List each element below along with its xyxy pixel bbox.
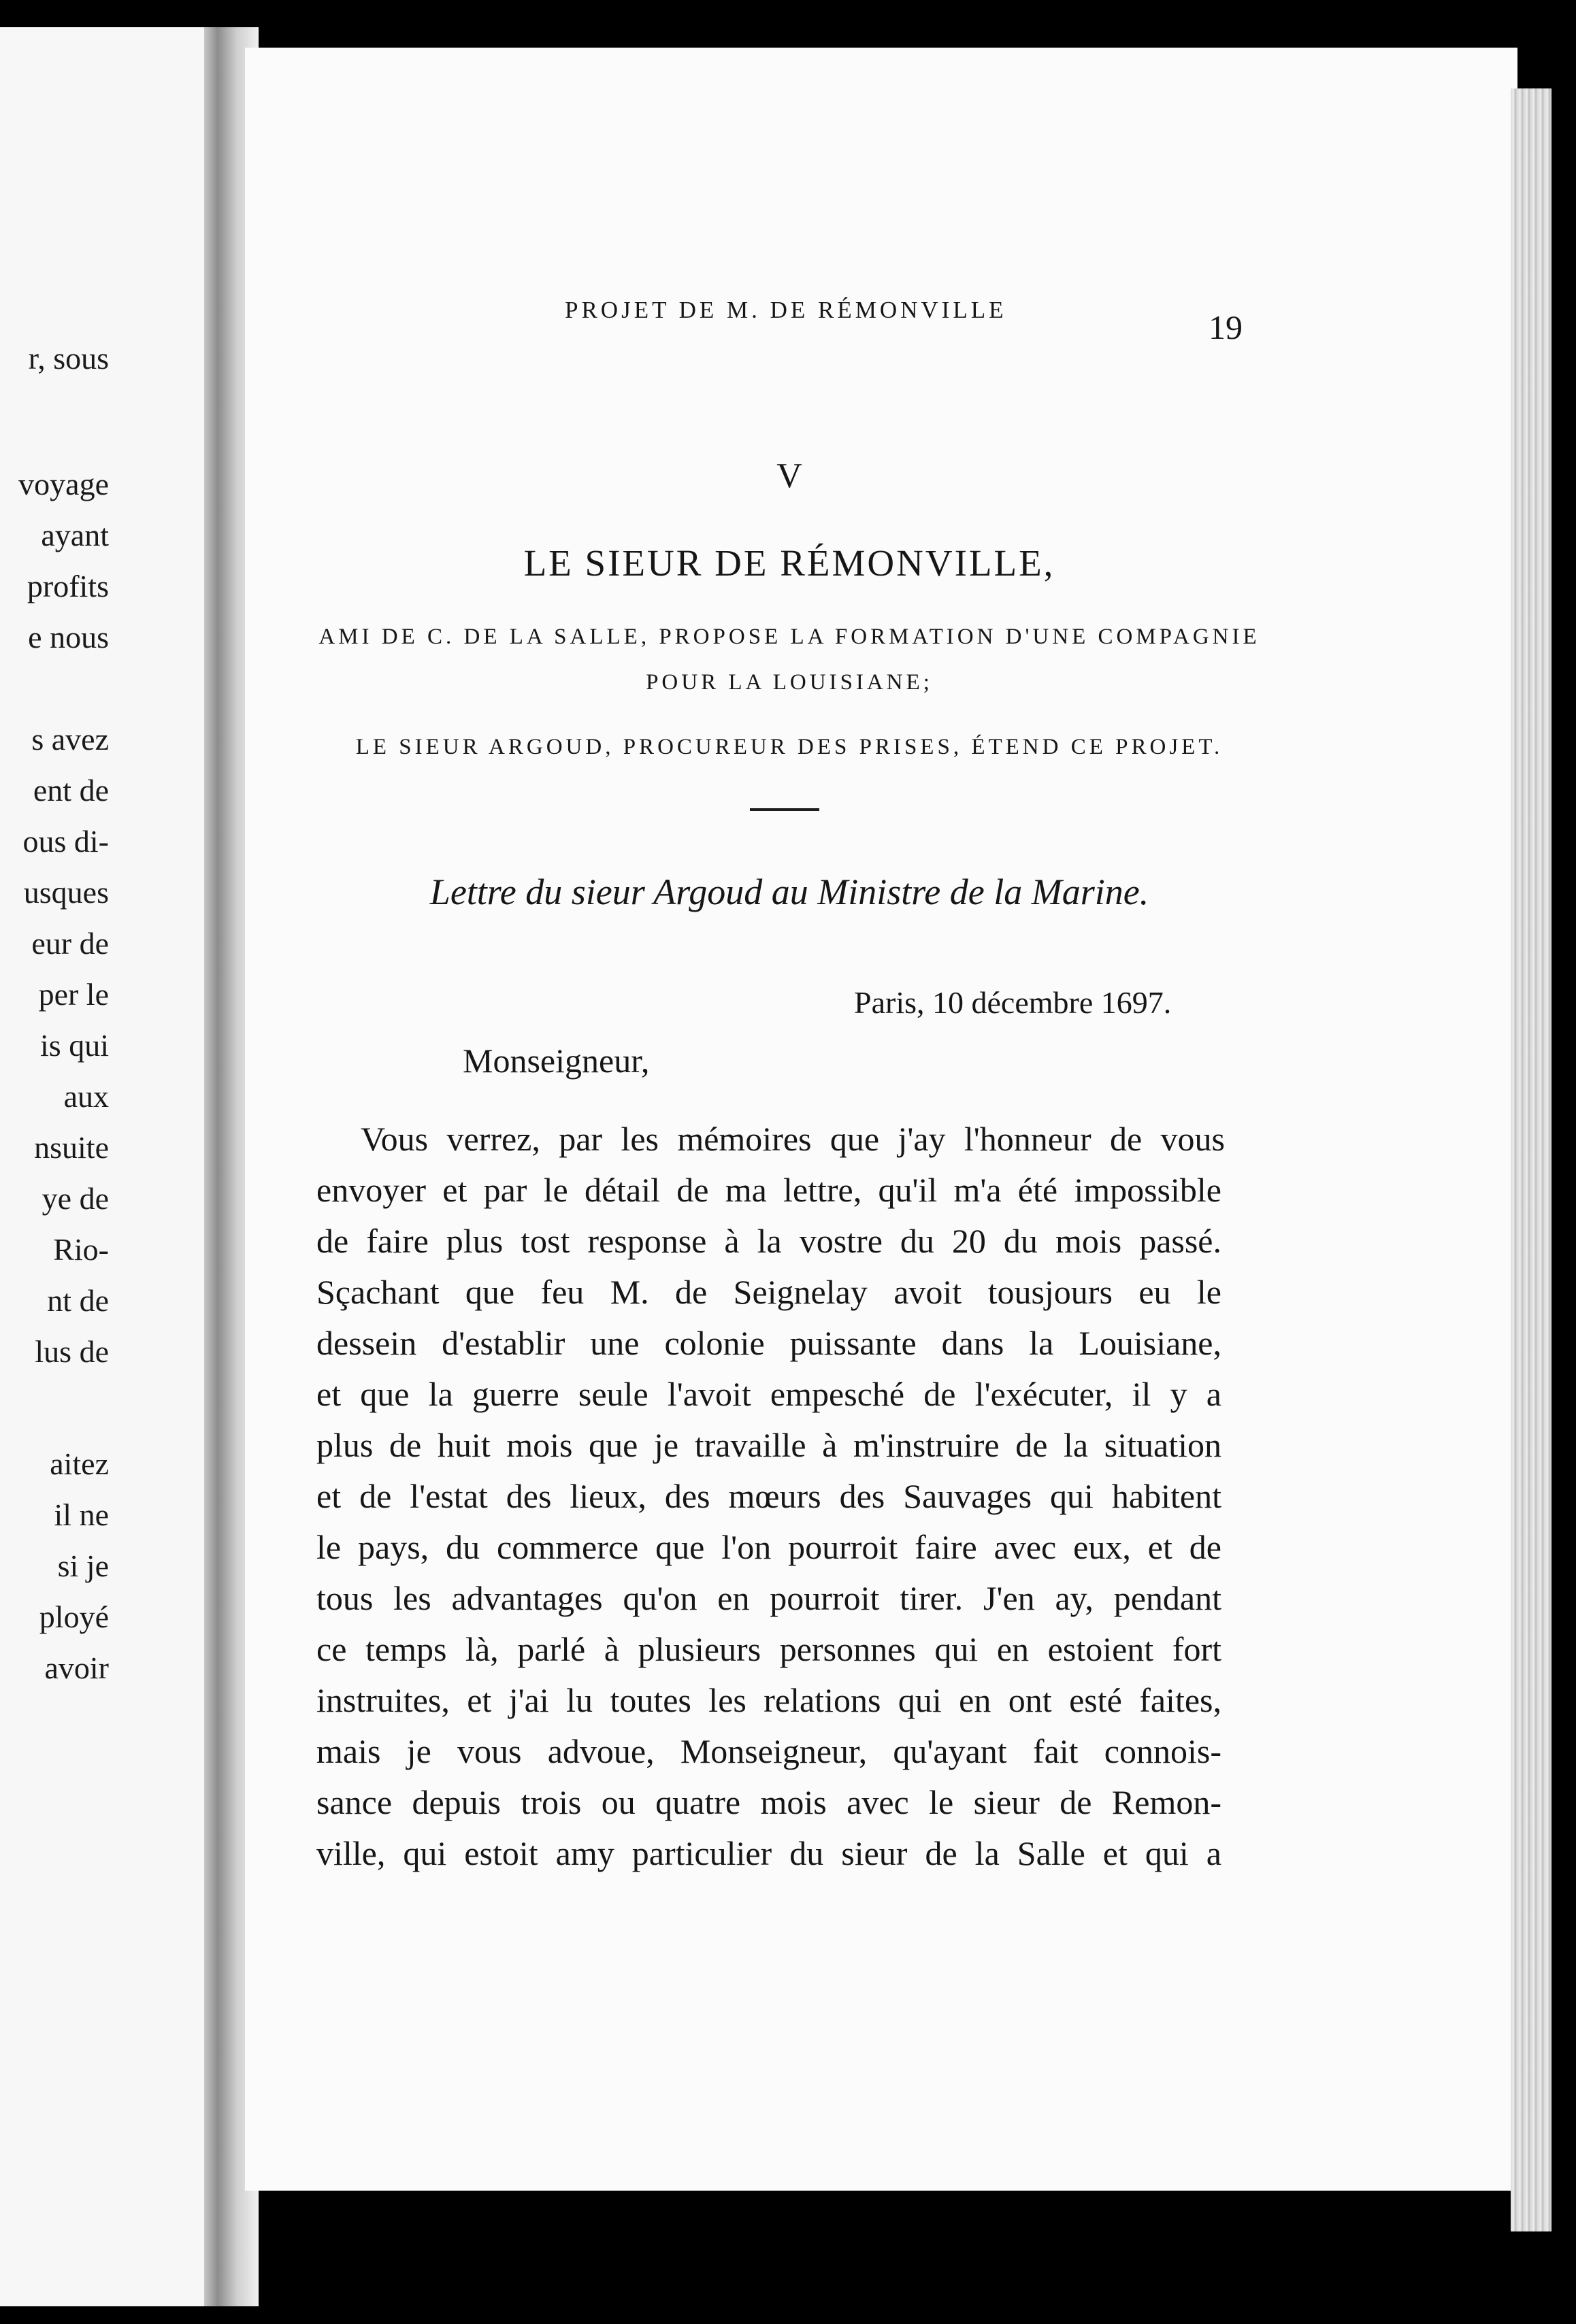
body-line: ville, qui estoit amy particulier du sieur de la Salle et qui a <box>316 1834 1221 1872</box>
chapter-subtitle-line: AMI DE C. DE LA SALLE, PROPOSE LA FORMATION D'UNE COMPAGNIE <box>318 625 1260 649</box>
body-line: mais je vous advoue, Monseigneur, qu'ayant fait connois- <box>316 1732 1221 1770</box>
left-page-line: voyage <box>18 467 109 501</box>
left-page-line: si je <box>57 1548 109 1583</box>
left-page-line: aux <box>63 1079 109 1114</box>
body-line: et de l'estat des lieux, des mœurs des Sauvages qui habitent <box>316 1477 1221 1515</box>
body-line: tous les advantages qu'on en pourroit tirer. J'en ay, pendant <box>316 1579 1221 1617</box>
left-page-line: ayant <box>41 518 109 552</box>
body-line: instruites, et j'ai lu toutes les relations qui en ont esté faites, <box>316 1681 1221 1719</box>
body-line: sance depuis trois ou quatre mois avec le sieur de Remon- <box>316 1783 1221 1821</box>
chapter-number: V <box>776 456 802 495</box>
body-line: envoyer et par le détail de ma lettre, qu'il m'a été impossible <box>316 1171 1221 1209</box>
left-page-line: nt de <box>47 1283 109 1318</box>
chapter-subtitle-line: LE SIEUR ARGOUD, PROCUREUR DES PRISES, ÉTEND CE PROJET. <box>355 735 1224 759</box>
left-page-line: lus de <box>35 1334 109 1369</box>
page-block-edge <box>1511 88 1552 2231</box>
running-head: PROJET DE M. DE RÉMONVILLE <box>565 297 1007 323</box>
body-line: le pays, du commerce que l'on pourroit faire avec eux, et de <box>316 1528 1221 1566</box>
left-page-line: Rio- <box>53 1232 109 1267</box>
body-line: de faire plus tost response à la vostre du 20 du mois passé. <box>316 1222 1221 1260</box>
body-line: plus de huit mois que je travaille à m'instruire de la situation <box>316 1426 1221 1464</box>
left-page-line: ye de <box>42 1181 109 1216</box>
body-line: Vous verrez, par les mémoires que j'ay l'honneur de vous <box>361 1120 1225 1158</box>
chapter-title: LE SIEUR DE RÉMONVILLE, <box>523 542 1055 584</box>
left-page-line: avoir <box>44 1650 109 1685</box>
left-page-line: ent de <box>33 773 109 808</box>
left-page-line: e nous <box>28 620 109 654</box>
body-line: ce temps là, parlé à plusieurs personnes qui en estoient fort <box>316 1630 1221 1668</box>
page-number: 19 <box>1209 308 1243 346</box>
left-page-line: eur de <box>31 926 109 961</box>
body-line: dessein d'establir une colonie puissante dans la Louisiane, <box>316 1324 1221 1362</box>
left-page-line: ployé <box>39 1599 109 1634</box>
left-page-line: per le <box>38 977 109 1012</box>
left-page-line: r, sous <box>28 341 109 376</box>
left-page-line: nsuite <box>34 1130 109 1165</box>
left-page-line: il ne <box>54 1497 109 1532</box>
body-line: et que la guerre seule l'avoit empesché de l'exécuter, il y a <box>316 1375 1221 1413</box>
left-page-line: aitez <box>50 1446 109 1481</box>
left-page-line: is qui <box>40 1028 109 1063</box>
letter-dateline: Paris, 10 décembre 1697. <box>854 985 1172 1020</box>
chapter-subtitle-line: POUR LA LOUISIANE; <box>646 670 933 695</box>
section-rule <box>750 808 819 811</box>
body-line: Sçachant que feu M. de Seignelay avoit tousjours eu le <box>316 1273 1221 1311</box>
left-page-line: ous di- <box>22 824 109 859</box>
left-page-line: profits <box>27 569 109 603</box>
letter-salutation: Monseigneur, <box>463 1042 650 1080</box>
left-page-line: usques <box>23 875 109 910</box>
left-page-fragment <box>0 27 204 2306</box>
letter-heading: Lettre du sieur Argoud au Ministre de la Marine. <box>429 872 1149 912</box>
left-page-line: s avez <box>31 722 109 757</box>
